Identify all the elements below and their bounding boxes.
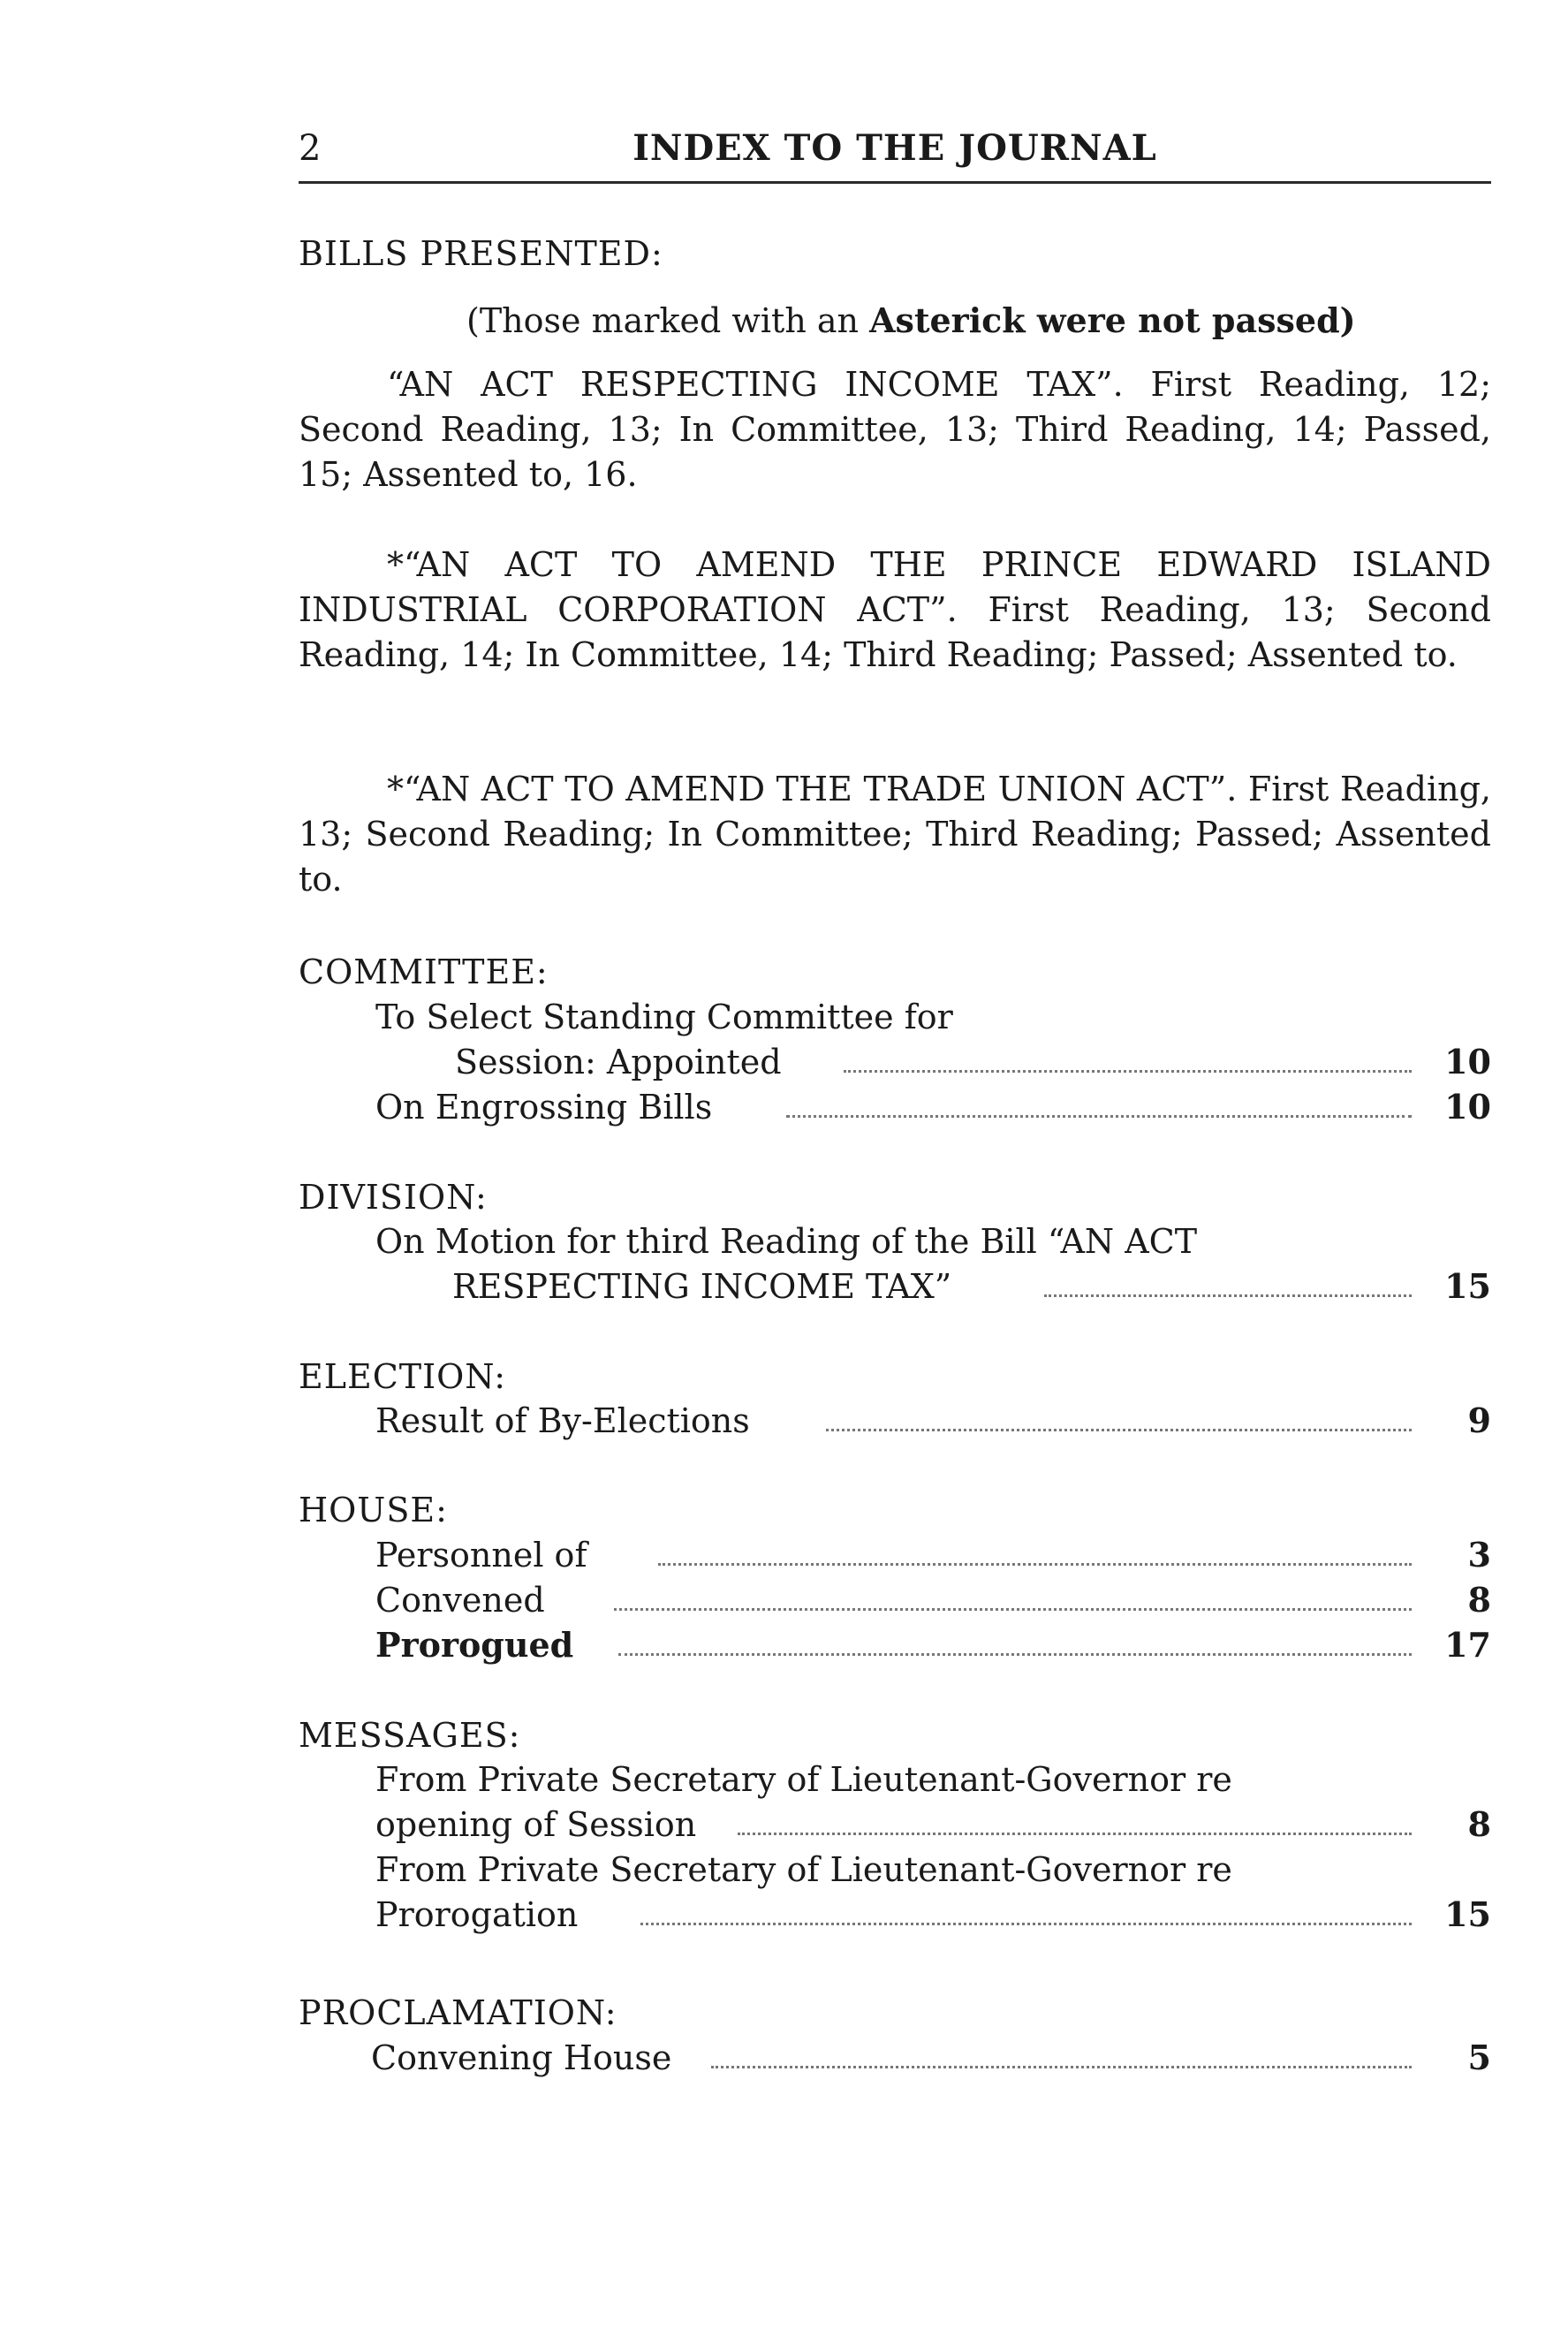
leader-dots	[826, 1429, 1412, 1431]
leader-dots	[1044, 1294, 1412, 1297]
section-heading-committee: COMMITTEE:	[299, 952, 549, 991]
index-entry	[375, 1578, 1491, 1622]
leader-dots	[640, 1923, 1412, 1925]
entry-page-number: 17	[1444, 1625, 1491, 1665]
entry-page-number: 3	[1467, 1535, 1491, 1575]
messages-line-2: From Private Secretary of Lieutenant-Governor re	[375, 1850, 1232, 1889]
leader-dots	[658, 1563, 1412, 1566]
entry-label: Personnel of	[375, 1533, 598, 1577]
leader-dots	[738, 1833, 1412, 1835]
division-line-1: On Motion for third Reading of the Bill “AN ACT	[375, 1222, 1198, 1261]
bills-note-bold: Asterick were not passed)	[869, 300, 1356, 340]
entry-label: Result of By-Elections	[375, 1399, 761, 1443]
index-entry	[375, 1533, 1491, 1577]
page-number: 2	[299, 128, 322, 169]
entry-label: opening of Session	[375, 1802, 707, 1847]
entry-page-number: 8	[1467, 1580, 1491, 1620]
entry-label: Convening House	[371, 2036, 682, 2080]
index-entry	[375, 1623, 1491, 1667]
entry-page-number: 15	[1444, 1266, 1491, 1306]
entry-page-number: 9	[1467, 1400, 1491, 1440]
messages-line-1: From Private Secretary of Lieutenant-Governor re	[375, 1760, 1232, 1799]
section-heading-election: ELECTION:	[299, 1357, 506, 1396]
header-rule	[299, 181, 1491, 184]
entry-page-number: 5	[1467, 2038, 1491, 2077]
bill-entry-1-text: “AN ACT RESPECTING INCOME TAX”. First Reading, 12; Second Reading, 13; In Committee, 13; Third Reading, 14; Passed, 15; Assented to, 16.	[299, 365, 1491, 494]
bill-entry-3-text: *“AN ACT TO AMEND THE TRADE UNION ACT”. First Reading, 13; Second Reading; In Committee; Third Reading; Passed; Assented to.	[299, 770, 1491, 899]
section-heading-house: HOUSE:	[299, 1491, 448, 1529]
index-entry	[455, 1040, 1491, 1084]
committee-line-1: To Select Standing Committee for	[375, 998, 953, 1036]
leader-dots	[844, 1070, 1412, 1073]
bills-note-plain: (Those marked with an	[466, 301, 870, 340]
index-entry	[375, 1399, 1491, 1443]
section-heading-division: DIVISION:	[299, 1178, 488, 1217]
entry-page-number: 15	[1444, 1894, 1491, 1934]
entry-page-number: 10	[1444, 1042, 1491, 1081]
entry-page-number: 8	[1467, 1804, 1491, 1844]
section-heading-bills: BILLS PRESENTED:	[299, 234, 663, 273]
index-entry	[375, 1085, 1491, 1129]
index-entry	[375, 1893, 1491, 1937]
entry-label: Prorogued	[375, 1623, 584, 1667]
leader-dots	[618, 1653, 1412, 1656]
bill-entry-1	[299, 362, 1491, 497]
bill-entry-2-text: *“AN ACT TO AMEND THE PRINCE EDWARD ISLAND INDUSTRIAL CORPORATION ACT”. First Reading, 13; Second Reading, 14; In Committee, 14; Third Reading; Passed; Assented to.	[299, 545, 1491, 674]
entry-label: RESPECTING INCOME TAX”	[452, 1264, 962, 1309]
bills-note	[466, 299, 1356, 343]
section-heading-proclamation: PROCLAMATION:	[299, 1993, 617, 2032]
entry-label: Session: Appointed	[455, 1040, 792, 1084]
entry-label: Convened	[375, 1578, 556, 1622]
leader-dots	[786, 1115, 1412, 1118]
page-header	[299, 122, 1491, 175]
index-entry	[371, 2036, 1491, 2080]
bill-entry-2	[299, 543, 1491, 678]
leader-dots	[711, 2066, 1412, 2068]
entry-label: Prorogation	[375, 1893, 588, 1937]
leader-dots	[614, 1608, 1412, 1611]
entry-page-number: 10	[1444, 1087, 1491, 1127]
entry-label: On Engrossing Bills	[375, 1085, 723, 1129]
page-title: INDEX TO THE JOURNAL	[633, 127, 1157, 169]
index-entry	[452, 1264, 1491, 1309]
section-heading-messages: MESSAGES:	[299, 1716, 521, 1755]
bill-entry-3	[299, 767, 1491, 902]
index-entry	[375, 1802, 1491, 1847]
